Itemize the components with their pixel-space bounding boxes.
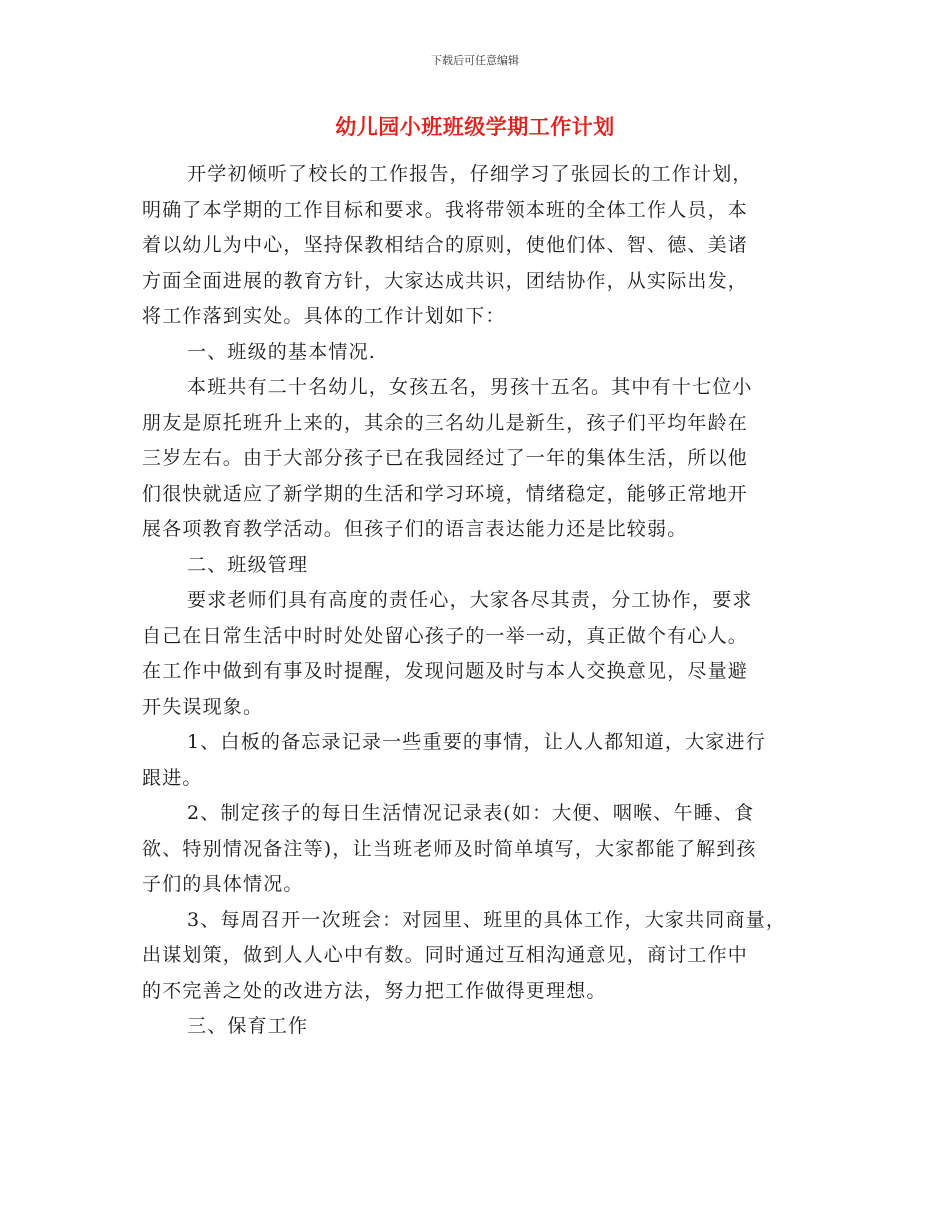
body-line: 将工作落到实处。具体的工作计划如下： [142,305,506,327]
page-header-note: 下载后可任意编辑 [431,54,519,67]
body-line: 本班共有二十名幼儿，女孩五名，男孩十五名。其中有十七位小 [187,376,753,398]
body-line: 着以幼儿为中心，坚持保教相结合的原则，使他们体、智、德、美诸 [142,234,749,256]
body-line: 要求老师们具有高度的责任心，大家各尽其责，分工协作，要求 [187,589,753,611]
list-item-line: 跟进。 [142,766,203,789]
list-item-line: 子们的具体情况。 [142,873,304,895]
body-line: 方面全面进展的教育方针，大家达成共识，团结协作，从实际出发， [142,269,749,292]
body-line: 明确了本学期的工作目标和要求。我将带领本班的全体工作人员，本 [142,198,749,221]
list-item-line: 出谋划策，做到人人心中有数。同时通过互相沟通意见，商讨工作中 [142,944,749,966]
body-line: 朋友是原托班升上来的，其余的三名幼儿是新生，孩子们平均年龄在 [142,411,749,434]
section-heading: 一、班级的基本情况. [187,340,377,363]
list-item-line: 3、每周召开一次班会：对园里、班里的具体工作，大家共同商量， [187,908,787,931]
body-line: 三岁左右。由于大部分孩子已在我园经过了一年的集体生活，所以他 [142,447,749,469]
section-heading: 二、班级管理 [187,553,309,576]
section-heading: 三、保育工作 [187,1015,309,1037]
body-line: 们很快就适应了新学期的生活和学习环境，情绪稳定，能够正常地开 [142,482,749,505]
list-item-line: 1、白板的备忘录记录一些重要的事情，让人人都知道，大家进行 [187,731,766,753]
document-title: 幼儿园小班班级学期工作计划 [335,114,615,139]
body-line: 开学初倾听了校长的工作报告，仔细学习了张园长的工作计划， [187,163,753,185]
body-line: 开失误现象。 [142,695,264,718]
body-line: 自己在日常生活中时时处处留心孩子的一举一动，真正做个有心人。 [142,624,749,647]
list-item-line: 欲、特别情况备注等)，让当班老师及时简单填写，大家都能了解到孩 [142,837,757,860]
body-line: 在工作中做到有事及时提醒，发现问题及时与本人交换意见，尽量避 [142,660,749,682]
list-item-line: 的不完善之处的改进方法，努力把工作做得更理想。 [142,979,607,1002]
body-line: 展各项教育教学活动。但孩子们的语言表达能力还是比较弱。 [142,518,688,540]
document-body [142,157,822,1045]
list-item-line: 2、制定孩子的每日生活情况记录表(如：大便、咽喉、午睡、食 [187,802,755,824]
